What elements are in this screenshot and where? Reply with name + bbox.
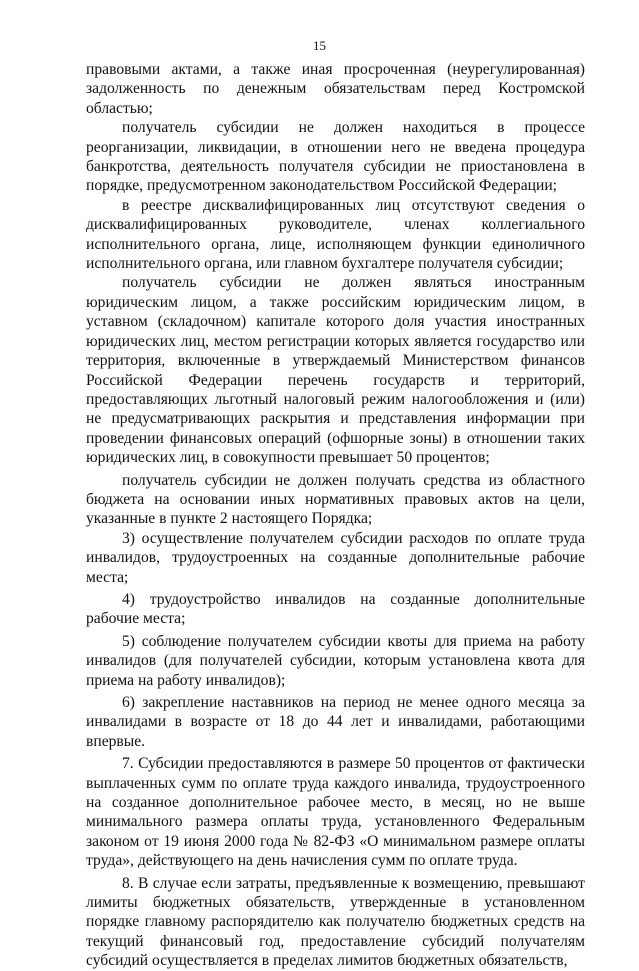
- paragraph-item-4: 4) трудоустройство инвалидов на созданные дополнительные рабочие места;: [86, 590, 585, 628]
- paragraph-no-reorganization: получатель субсидии не должен находиться в процессе реорганизации, ликвидации, в отношении него не введена процедура банкротства, деятельность получателя субсидии не приостановлена в порядке, предусмотренном законодательством Российской Федерации;: [86, 119, 585, 195]
- paragraph-clause-7: 7. Субсидии предоставляются в размере 50 процентов от фактически выплаченных сумм по оплате труда каждого инвалида, трудоустроенного на созданное дополнительное рабочее место, в месяц, но не выше минимального размера оплаты труда, установленного Федеральным законом от 19 июня 2000 года № 82-ФЗ «О минимальном размере оплаты труда», действующего на день начисления сумм по оплате труда.: [86, 755, 585, 870]
- document-body: [86, 60, 585, 971]
- paragraph-item-6: 6) закрепление наставников на период не менее одного месяца за инвалидами в возрасте от 18 до 44 лет и инвалидами, работающими впервые.: [86, 694, 585, 750]
- paragraph-continuation: правовыми актами, а также иная просроченная (неурегулированная) задолженность по денежным обязательствам перед Костромской областью;: [86, 61, 585, 117]
- paragraph-disqualified-persons: в реестре дисквалифицированных лиц отсутствуют сведения о дисквалифицированных руководителе, членах коллегиального исполнительного органа, лице, исполняющем функции единоличного исполнительного органа, или главном бухгалтере получателя субсидии;: [86, 196, 585, 273]
- paragraph-item-5: 5) соблюдение получателем субсидии квоты для приема на работу инвалидов (для получателей субсидии, которым установлена квота для приема на работу инвалидов);: [86, 632, 585, 689]
- paragraph-clause-8: 8. В случае если затраты, предъявленные к возмещению, превышают лимиты бюджетных обязательств, утвержденные в установленном порядке главному распорядителю как получателю бюджетных средств на текущий финансовый год, предоставление субсидий получателям субсидий осуществляется в пределах лимитов бюджетных обязательств,: [86, 874, 585, 970]
- paragraph-other-funds: получатель субсидии не должен получать средства из областного бюджета на основании иных нормативных правовых актов на цели, указанные в пункте 2 настоящего Порядка;: [86, 471, 585, 528]
- paragraph-foreign-entity: получатель субсидии не должен являться иностранным юридическим лицом, а также российским юридическим лицом, в уставном (складочном) капитале которого доля участия иностранных юридических лиц, местом регистрации которых является государство или территория, включенные в утверждаемый Министерством финансов Российской Федерации перечень государств и территорий, предоставляющих льготный налоговый режим налогообложения и (или) не предусматривающих раскрытия и представления информации при проведении финансовых операций (офшорные зоны) в отношении таких юридических лиц, в совокупности превышает 50 процентов;: [86, 274, 585, 467]
- paragraph-item-3: 3) осуществление получателем субсидии расходов по оплате труда инвалидов, трудоустроенных на созданные дополнительные рабочие места;: [86, 529, 585, 586]
- page-number: 15: [313, 38, 326, 53]
